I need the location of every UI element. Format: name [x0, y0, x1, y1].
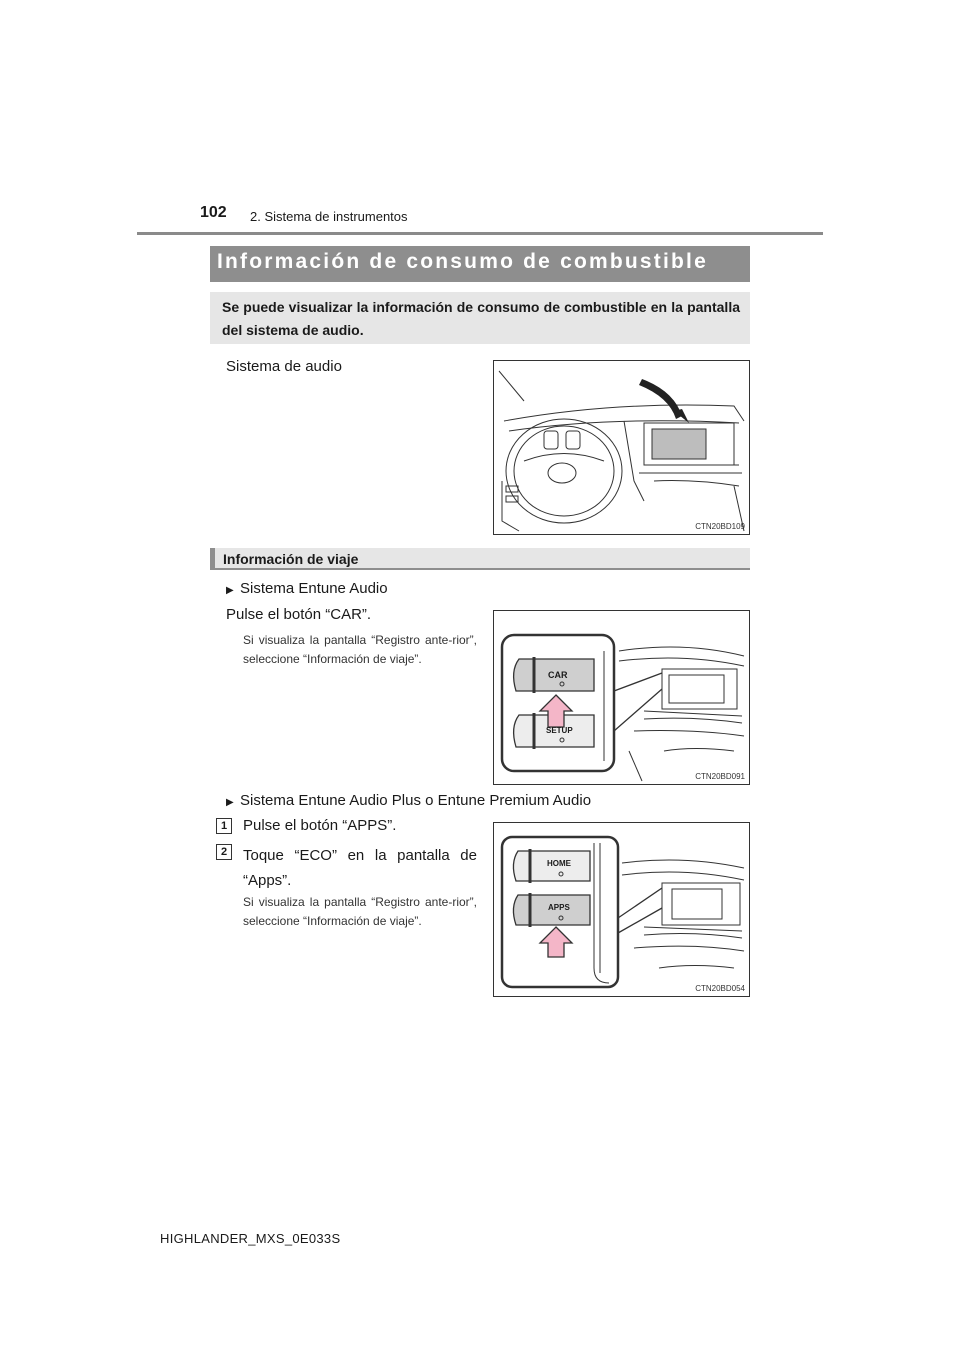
entune-heading-text: Sistema Entune Audio [240, 580, 388, 597]
apps-button-figure [493, 822, 750, 997]
intro-text: Se puede visualizar la información de consumo de combustible en la pantalla del sistema de audio. [222, 299, 740, 338]
page-title: Información de consumo de combustible [217, 250, 708, 273]
entune-plus-heading-text: Sistema Entune Audio Plus o Entune Premium Audio [240, 792, 592, 809]
page-number: 102 [200, 204, 227, 221]
car-button-illustration [494, 611, 749, 784]
entune-plus-heading [226, 792, 591, 809]
dashboard-figure [493, 360, 750, 535]
apps-button-label: APPS [548, 903, 570, 912]
home-button-label: HOME [547, 859, 571, 868]
car-button-label: CAR [548, 670, 568, 680]
step-number-1: 1 [216, 818, 232, 834]
apps-button-illustration [494, 823, 749, 996]
figure-code: CTN20BD109 [695, 522, 745, 531]
step-text-2: Toque “ECO” en la pantalla de “Apps”. [243, 847, 477, 889]
setup-button-label: SETUP [546, 726, 573, 735]
triangle-bullet-icon: ▶ [226, 585, 234, 596]
entune-note: Si visualiza la pantalla “Registro ante-rior”, seleccione “Información de viaje”. [243, 633, 477, 666]
entune-heading [226, 580, 388, 597]
entune-plus-note: Si visualiza la pantalla “Registro ante-rior”, seleccione “Información de viaje”. [243, 895, 477, 928]
header-rule [137, 232, 823, 235]
step-number-2: 2 [216, 844, 232, 860]
dashboard-illustration [494, 361, 749, 534]
footer-doc-code: HIGHLANDER_MXS_0E033S [160, 1231, 341, 1246]
step-text-1: Pulse el botón “APPS”. [243, 817, 397, 834]
figure-code: CTN20BD091 [695, 772, 745, 781]
entune-instruction: Pulse el botón “CAR”. [226, 606, 372, 623]
triangle-bullet-icon: ▶ [226, 797, 234, 808]
section-title: Información de viaje [223, 551, 359, 567]
chapter-title: 2. Sistema de instrumentos [250, 209, 408, 224]
audio-system-label: Sistema de audio [226, 358, 342, 375]
car-button-figure [493, 610, 750, 785]
figure-code: CTN20BD054 [695, 984, 745, 993]
